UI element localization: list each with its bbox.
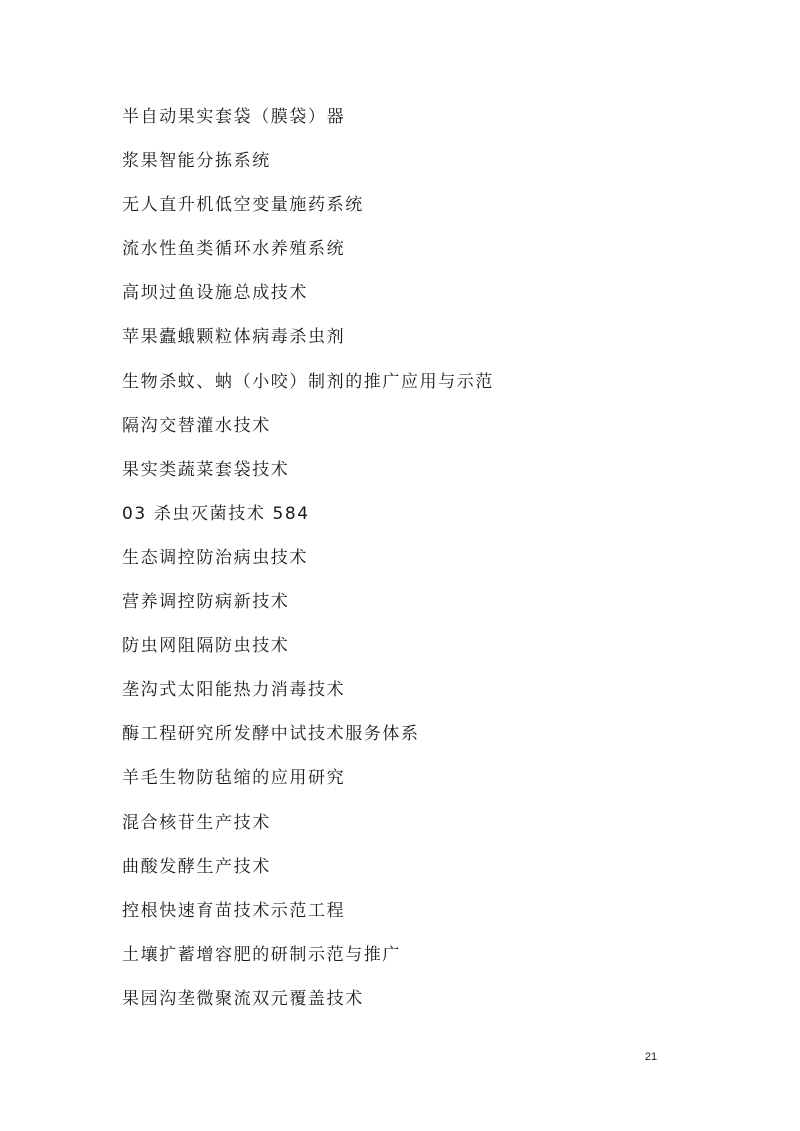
list-item: 控根快速育苗技术示范工程	[122, 900, 346, 921]
list-item: 高坝过鱼设施总成技术	[122, 283, 308, 304]
list-item: 酶工程研究所发酵中试技术服务体系	[122, 724, 420, 745]
list-item: 防虫网阻隔防虫技术	[122, 636, 290, 657]
list-item: 隔沟交替灌水技术	[122, 415, 271, 436]
list-item: 流水性鱼类循环水养殖系统	[122, 239, 346, 260]
list-item: 苹果蠹蛾颗粒体病毒杀虫剂	[122, 327, 346, 348]
list-item: 生物杀蚊、蚋（小咬）制剂的推广应用与示范	[122, 371, 494, 392]
list-item: 羊毛生物防毡缩的应用研究	[122, 768, 346, 789]
list-item: 垄沟式太阳能热力消毒技术	[122, 680, 346, 701]
list-item: 曲酸发酵生产技术	[122, 856, 271, 877]
list-item: 半自动果实套袋（膜袋）器	[122, 107, 346, 127]
list-item: 无人直升机低空变量施药系统	[122, 195, 364, 216]
list-item: 果实类蔬菜套袋技术	[122, 459, 290, 480]
list-item: 果园沟垄微聚流双元覆盖技术	[122, 988, 364, 1009]
list-item: 03 杀虫灭菌技术 584	[122, 503, 310, 524]
technology-list	[122, 105, 722, 1031]
list-item: 浆果智能分拣系统	[122, 151, 271, 172]
page-number: 21	[644, 1051, 658, 1063]
list-item: 营养调控防病新技术	[122, 592, 290, 613]
list-item: 土壤扩蓄增容肥的研制示范与推广	[122, 944, 401, 965]
list-item: 混合核苷生产技术	[122, 812, 271, 833]
list-item: 生态调控防治病虫技术	[122, 547, 308, 568]
